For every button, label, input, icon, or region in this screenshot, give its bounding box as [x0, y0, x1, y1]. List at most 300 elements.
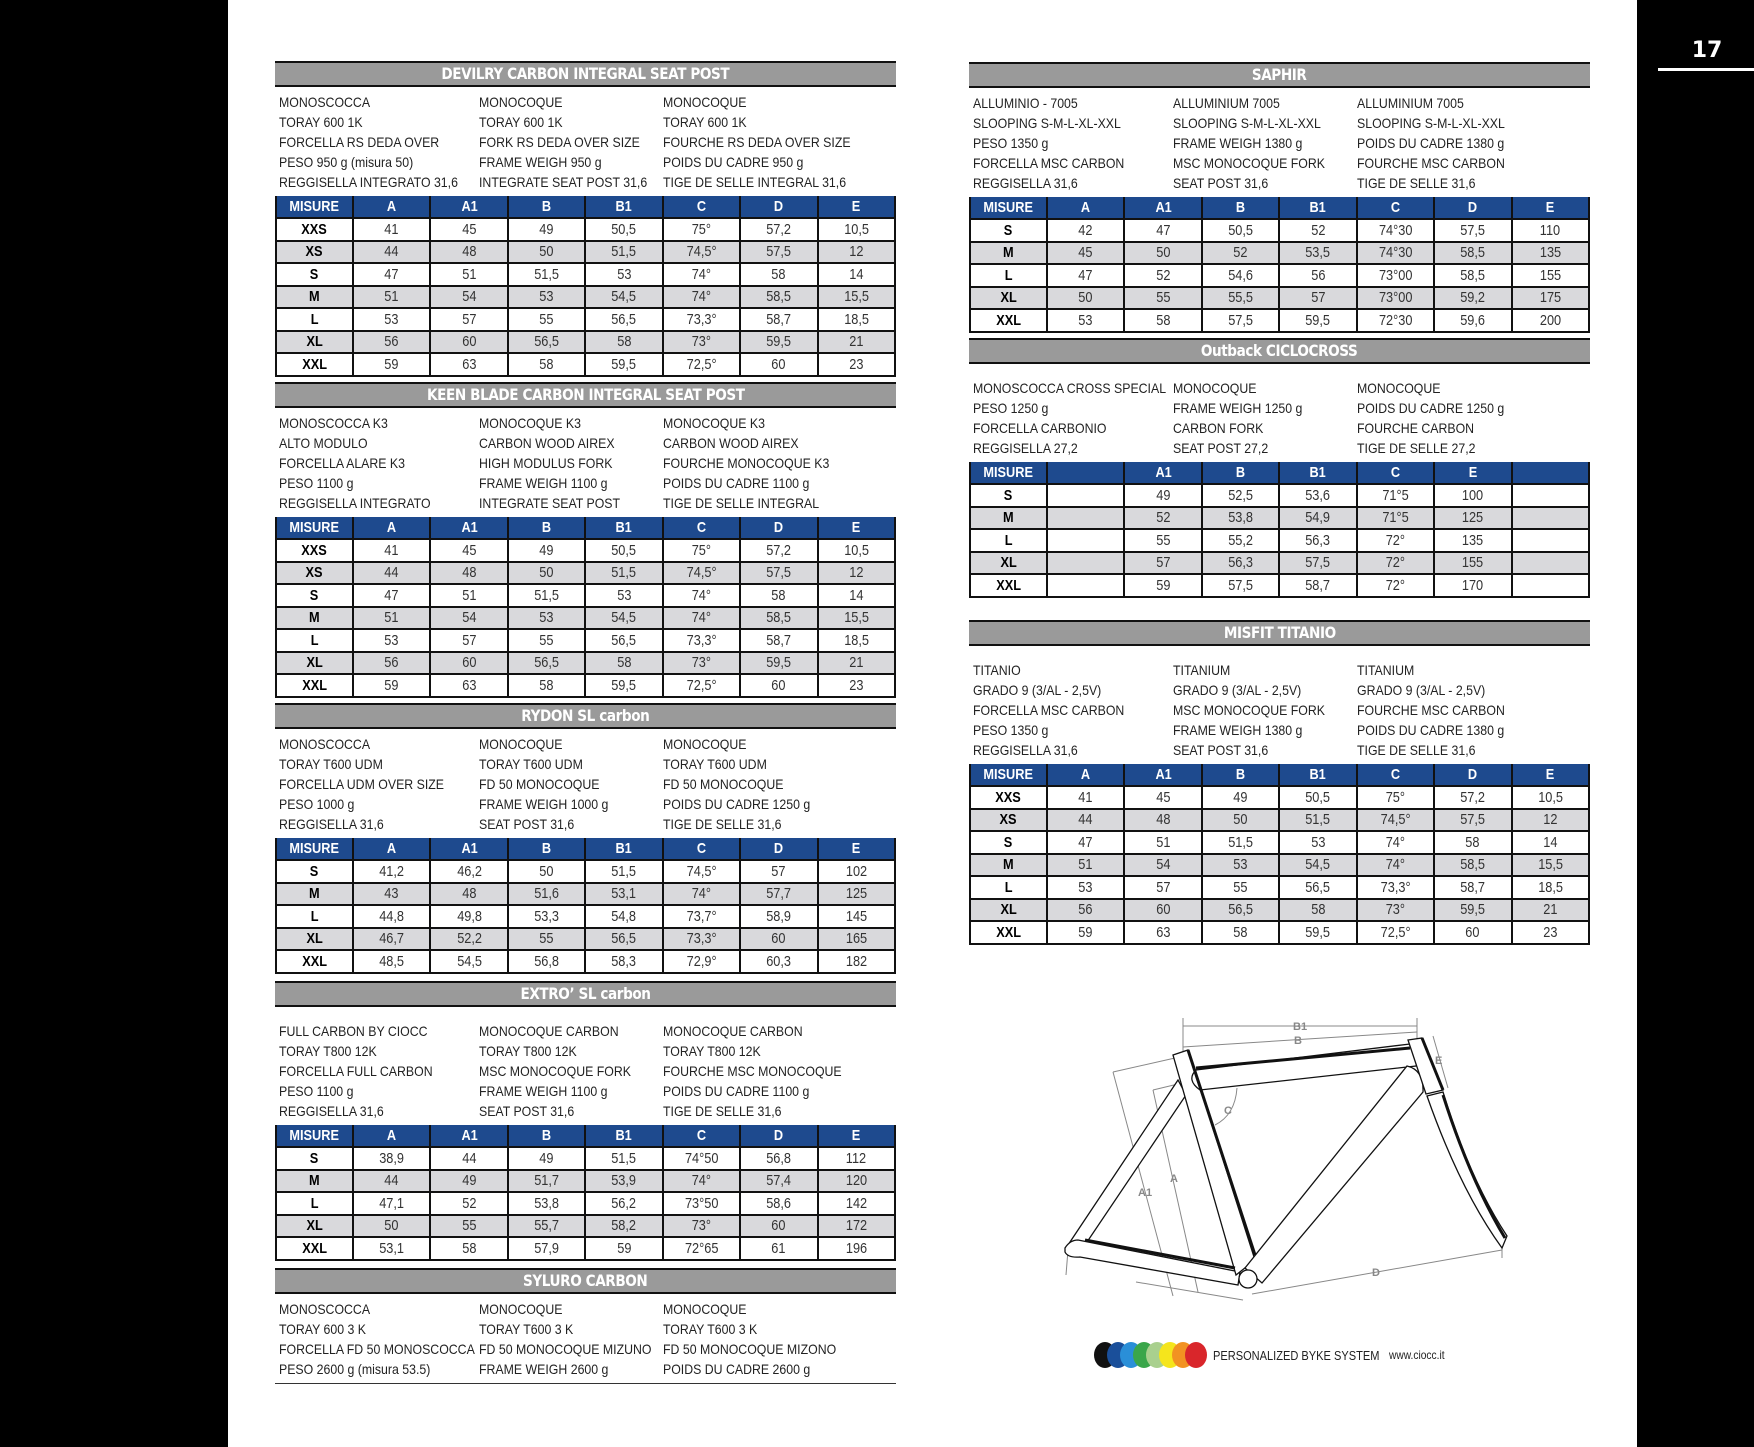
diagram-label-d: D: [1372, 1267, 1380, 1279]
value-cell: [1047, 507, 1124, 530]
spec-line: MONOCOQUE CARBON: [479, 1023, 619, 1039]
value-cell: 50: [508, 860, 585, 883]
value-cell: 74°: [663, 607, 740, 630]
value-cell: 74,5°: [663, 860, 740, 883]
value-cell: 73,3°: [663, 308, 740, 331]
spec-column-french: [663, 1299, 896, 1379]
value-cell: 51,5: [585, 241, 662, 264]
size-cell: M: [276, 286, 353, 309]
section-title-text: SYLURO CARBON: [523, 1271, 648, 1290]
column-header: E: [818, 838, 895, 860]
spec-column-english: [1173, 378, 1357, 458]
spec-line: REGGISELLA INTEGRATO: [279, 495, 431, 511]
spec-line: MSC MONOCOQUE FORK: [1173, 155, 1325, 171]
spec-line: TORAY T800 12K: [479, 1043, 577, 1059]
value-cell: 51: [353, 286, 430, 309]
spec-line: MONOSCOCCA: [279, 736, 371, 752]
value-cell: 56,5: [1202, 899, 1279, 922]
value-cell: 51,7: [508, 1170, 585, 1193]
value-cell: 57,5: [1202, 574, 1279, 597]
column-header: E: [1434, 462, 1511, 484]
value-cell: 57: [430, 629, 507, 652]
size-cell: XS: [276, 241, 353, 264]
size-cell: L: [970, 876, 1047, 899]
spec-line: FORCELLA FD 50 MONOSCOCCA: [279, 1341, 475, 1357]
value-cell: [1512, 529, 1589, 552]
spec-line: CARBON WOOD AIREX: [479, 435, 615, 451]
spec-line: FD 50 MONOCOQUE: [479, 776, 600, 792]
diagram-label-e: E: [1435, 1055, 1443, 1067]
value-cell: 58: [430, 1237, 507, 1260]
table-row: [276, 353, 895, 376]
value-cell: 56: [353, 652, 430, 675]
table-row: [276, 607, 895, 630]
diagram-label-b: B: [1294, 1035, 1302, 1047]
column-header: MISURE: [276, 196, 353, 218]
spec-column-french: [663, 1021, 896, 1121]
size-cell: XL: [970, 899, 1047, 922]
spec-line: GRADO 9 (3/AL - 2,5V): [973, 682, 1102, 698]
table-row: [970, 309, 1589, 332]
value-cell: 58,6: [740, 1192, 817, 1215]
value-cell: 59,6: [1434, 309, 1511, 332]
spec-line: SEAT POST 31,6: [479, 816, 575, 832]
column-header: B: [508, 838, 585, 860]
value-cell: 57: [1124, 552, 1201, 575]
column-header: [1512, 462, 1589, 484]
value-cell: 53: [585, 263, 662, 286]
value-cell: 55,7: [508, 1215, 585, 1238]
spec-line: PESO 2600 g (misura 53.5): [279, 1361, 431, 1377]
spec-line: FOURCHE CARBON: [1357, 420, 1475, 436]
value-cell: 51,5: [585, 562, 662, 585]
spec-line: MONOSCOCCA: [279, 1301, 371, 1317]
spec-line: FORCELLA MSC CARBON: [973, 155, 1125, 171]
spec-line: TIGE DE SELLE INTEGRAL: [663, 495, 820, 511]
column-header: B: [508, 1125, 585, 1147]
value-cell: 58: [1434, 831, 1511, 854]
value-cell: 57,2: [740, 539, 817, 562]
value-cell: 112: [818, 1147, 895, 1170]
value-cell: 56,8: [740, 1147, 817, 1170]
value-cell: 59,5: [740, 652, 817, 675]
section-keen-blade: [275, 382, 896, 698]
spec-line: TORAY 600 1K: [279, 114, 363, 130]
value-cell: 10,5: [818, 539, 895, 562]
table-row: [970, 552, 1589, 575]
value-cell: 72°: [1357, 574, 1434, 597]
spec-line: TIGE DE SELLE 31,6: [1357, 742, 1476, 758]
spec-column-french: [663, 92, 896, 192]
size-cell: XXL: [970, 921, 1047, 944]
spec-line: FORCELLA UDM OVER SIZE: [279, 776, 444, 792]
value-cell: 72°: [1357, 552, 1434, 575]
value-cell: 55: [508, 928, 585, 951]
size-table: [275, 838, 896, 974]
value-cell: 50: [508, 241, 585, 264]
column-header: C: [1357, 197, 1434, 219]
column-header: A: [1047, 197, 1124, 219]
value-cell: 57: [1124, 876, 1201, 899]
size-cell: M: [970, 854, 1047, 877]
section-bottom-rule: [275, 1383, 896, 1384]
spec-info: [275, 729, 896, 834]
value-cell: 57,7: [740, 883, 817, 906]
spec-line: FORCELLA FULL CARBON: [279, 1063, 433, 1079]
section-title: [275, 61, 896, 87]
value-cell: 12: [818, 562, 895, 585]
column-header: A1: [430, 1125, 507, 1147]
value-cell: 54: [430, 286, 507, 309]
table-row: [276, 928, 895, 951]
section-title-text: RYDON SL carbon: [521, 706, 650, 725]
size-cell: S: [970, 831, 1047, 854]
value-cell: 73°00: [1357, 264, 1434, 287]
section-title-text: EXTRO’ SL carbon: [520, 984, 651, 1003]
size-cell: M: [970, 242, 1047, 265]
value-cell: 60: [430, 652, 507, 675]
size-cell: L: [276, 1192, 353, 1215]
value-cell: 54,5: [585, 286, 662, 309]
value-cell: 58: [585, 652, 662, 675]
size-table: [275, 1125, 896, 1261]
value-cell: 58,9: [740, 905, 817, 928]
spec-info: [969, 646, 1590, 760]
value-cell: 50,5: [1202, 219, 1279, 242]
column-header: A: [1047, 764, 1124, 786]
value-cell: 41: [353, 539, 430, 562]
value-cell: 56,2: [585, 1192, 662, 1215]
value-cell: 51,5: [508, 584, 585, 607]
value-cell: 53,6: [1279, 484, 1356, 507]
value-cell: 59,5: [1279, 309, 1356, 332]
size-cell: S: [970, 484, 1047, 507]
spec-line: MONOCOQUE: [1357, 380, 1441, 396]
spec-line: TORAY T600 3 K: [479, 1321, 574, 1337]
spec-column-italian: [973, 378, 1173, 458]
size-cell: XXL: [276, 674, 353, 697]
size-cell: S: [276, 263, 353, 286]
value-cell: 53,9: [585, 1170, 662, 1193]
column-header: A: [353, 838, 430, 860]
column-header: A1: [1124, 462, 1201, 484]
spec-line: MONOCOQUE: [663, 1301, 747, 1317]
table-row: [276, 1237, 895, 1260]
value-cell: 60: [430, 331, 507, 354]
brand-url-link[interactable]: www.ciocc.it: [1388, 1348, 1445, 1362]
table-row: [276, 1147, 895, 1170]
value-cell: 59: [585, 1237, 662, 1260]
value-cell: 72°65: [663, 1237, 740, 1260]
size-cell: XL: [276, 652, 353, 675]
spec-line: TIGE DE SELLE 27,2: [1357, 440, 1476, 456]
value-cell: 55: [1202, 876, 1279, 899]
value-cell: 72,5°: [1357, 921, 1434, 944]
value-cell: 72,9°: [663, 950, 740, 973]
value-cell: 58,7: [740, 629, 817, 652]
spec-line: FRAME WEIGH 1100 g: [479, 1083, 608, 1099]
value-cell: 175: [1512, 287, 1589, 310]
value-cell: 57: [430, 308, 507, 331]
spec-line: MONOCOQUE: [663, 736, 747, 752]
value-cell: 56,5: [508, 652, 585, 675]
section-title: [275, 1268, 896, 1294]
value-cell: 59,5: [585, 353, 662, 376]
table-row: [276, 241, 895, 264]
value-cell: 50: [1124, 242, 1201, 265]
value-cell: 49: [430, 1170, 507, 1193]
value-cell: 73°00: [1357, 287, 1434, 310]
spec-line: FRAME WEIGH 1380 g: [1173, 135, 1303, 151]
section-outback: [969, 338, 1590, 598]
column-header: MISURE: [276, 517, 353, 539]
value-cell: 73,3°: [1357, 876, 1434, 899]
spec-line: REGGISELLA INTEGRATO 31,6: [279, 174, 458, 190]
value-cell: 58: [1202, 921, 1279, 944]
spec-column-english: [479, 1299, 663, 1379]
column-header: A: [353, 196, 430, 218]
value-cell: 54,5: [430, 950, 507, 973]
spec-line: TIGE DE SELLE INTEGRAL 31,6: [663, 174, 847, 190]
value-cell: 50: [353, 1215, 430, 1238]
spec-line: INTEGRATE SEAT POST 31,6: [479, 174, 648, 190]
value-cell: 44: [353, 562, 430, 585]
column-header: E: [818, 517, 895, 539]
size-cell: XXL: [276, 353, 353, 376]
column-header: A: [353, 1125, 430, 1147]
value-cell: 200: [1512, 309, 1589, 332]
value-cell: 51,5: [1202, 831, 1279, 854]
value-cell: 59,5: [1279, 921, 1356, 944]
value-cell: 15,5: [1512, 854, 1589, 877]
column-header: D: [740, 1125, 817, 1147]
section-syluro: [275, 1268, 896, 1384]
down-tube: [1245, 1066, 1423, 1283]
section-rydon: [275, 703, 896, 974]
section-title: [275, 382, 896, 408]
value-cell: 51: [353, 607, 430, 630]
spec-column-italian: [279, 734, 479, 834]
spec-line: POIDS DU CADRE 1250 g: [663, 796, 811, 812]
value-cell: 74°30: [1357, 219, 1434, 242]
table-row: [276, 1215, 895, 1238]
value-cell: 55,2: [1202, 529, 1279, 552]
value-cell: 54: [1124, 854, 1201, 877]
value-cell: 53,8: [1202, 507, 1279, 530]
spec-line: POIDS DU CADRE 2600 g: [663, 1361, 811, 1377]
table-row: [276, 652, 895, 675]
spec-line: FORCELLA CARBONIO: [973, 420, 1107, 436]
value-cell: 12: [1512, 809, 1589, 832]
column-header: MISURE: [970, 197, 1047, 219]
table-row: [970, 507, 1589, 530]
size-cell: XL: [970, 552, 1047, 575]
column-header: B: [1202, 462, 1279, 484]
value-cell: 74°: [663, 584, 740, 607]
spec-line: FRAME WEIGH 2600 g: [479, 1361, 609, 1377]
spec-line: PESO 1350 g: [973, 722, 1049, 738]
spec-line: TORAY T800 12K: [663, 1043, 761, 1059]
diagram-label-c: C: [1224, 1105, 1232, 1117]
table-row: [970, 529, 1589, 552]
value-cell: 59,5: [740, 331, 817, 354]
value-cell: 53: [1047, 876, 1124, 899]
value-cell: 74°50: [663, 1147, 740, 1170]
value-cell: 57,5: [740, 241, 817, 264]
value-cell: 51,5: [1279, 809, 1356, 832]
table-row: [276, 286, 895, 309]
value-cell: 51,6: [508, 883, 585, 906]
value-cell: 100: [1434, 484, 1511, 507]
value-cell: 45: [1124, 786, 1201, 809]
column-header: D: [740, 196, 817, 218]
value-cell: 74°: [663, 263, 740, 286]
spec-line: REGGISELLA 31,6: [973, 175, 1078, 191]
value-cell: 74,5°: [1357, 809, 1434, 832]
value-cell: 58,2: [585, 1215, 662, 1238]
value-cell: 51,5: [508, 263, 585, 286]
section-title-text: SAPHIR: [1252, 65, 1307, 84]
value-cell: 53: [508, 607, 585, 630]
size-cell: XL: [276, 1215, 353, 1238]
table-row: [276, 1170, 895, 1193]
value-cell: 57,5: [1279, 552, 1356, 575]
table-row: [970, 809, 1589, 832]
table-row: [276, 860, 895, 883]
spec-line: REGGISELLA 31,6: [279, 816, 384, 832]
table-row: [970, 219, 1589, 242]
value-cell: 47,1: [353, 1192, 430, 1215]
seat-stay: [1068, 1080, 1186, 1245]
value-cell: 48,5: [353, 950, 430, 973]
value-cell: 73,3°: [663, 629, 740, 652]
column-header: B: [1202, 764, 1279, 786]
value-cell: 58,7: [1434, 876, 1511, 899]
spec-line: SEAT POST 31,6: [1173, 175, 1269, 191]
value-cell: 23: [818, 674, 895, 697]
spec-line: SLOOPING S-M-L-XL-XXL: [973, 115, 1121, 131]
value-cell: 53,1: [585, 883, 662, 906]
value-cell: 52: [1279, 219, 1356, 242]
spec-line: POIDS DU CADRE 1100 g: [663, 1083, 810, 1099]
value-cell: 63: [430, 674, 507, 697]
value-cell: 58: [508, 674, 585, 697]
size-cell: XXL: [970, 574, 1047, 597]
size-cell: XXL: [276, 1237, 353, 1260]
value-cell: 54,5: [585, 607, 662, 630]
spec-line: PESO 950 g (misura 50): [279, 154, 414, 170]
spec-line: REGGISELLA 31,6: [973, 742, 1078, 758]
column-header: A1: [430, 196, 507, 218]
brand-footer: [1094, 1340, 1454, 1370]
value-cell: 57,5: [1434, 219, 1511, 242]
right-margin-band: [1637, 0, 1754, 1447]
spec-line: FOURCHE MSC CARBON: [1357, 702, 1505, 718]
value-cell: 102: [818, 860, 895, 883]
value-cell: 58: [508, 353, 585, 376]
value-cell: 47: [1047, 831, 1124, 854]
size-table: [275, 517, 896, 698]
value-cell: 50,5: [585, 539, 662, 562]
spec-line: FOURCHE MONOCOQUE K3: [663, 455, 830, 471]
value-cell: 58: [1279, 899, 1356, 922]
table-row: [970, 264, 1589, 287]
table-row: [276, 1192, 895, 1215]
value-cell: 145: [818, 905, 895, 928]
column-header: B1: [585, 196, 662, 218]
table-header-row: [276, 1125, 895, 1147]
size-cell: S: [970, 219, 1047, 242]
column-header: C: [1357, 462, 1434, 484]
table-row: [276, 629, 895, 652]
value-cell: 59: [1047, 921, 1124, 944]
value-cell: 61: [740, 1237, 817, 1260]
spec-line: TORAY 600 3 K: [279, 1321, 366, 1337]
spec-line: SLOOPING S-M-L-XL-XXL: [1173, 115, 1321, 131]
size-table: [275, 196, 896, 377]
value-cell: 55: [1124, 287, 1201, 310]
size-cell: L: [970, 264, 1047, 287]
spec-line: FORCELLA ALARE K3: [279, 455, 406, 471]
value-cell: 73°: [663, 652, 740, 675]
value-cell: 49: [508, 539, 585, 562]
value-cell: 56,8: [508, 950, 585, 973]
value-cell: 55: [1124, 529, 1201, 552]
spec-line: SEAT POST 31,6: [479, 1103, 575, 1119]
color-dots-logo: [1094, 1342, 1209, 1368]
value-cell: 53,5: [1279, 242, 1356, 265]
value-cell: 60: [1124, 899, 1201, 922]
value-cell: 57: [1279, 287, 1356, 310]
value-cell: 53: [508, 286, 585, 309]
value-cell: 125: [1434, 507, 1511, 530]
value-cell: 135: [1434, 529, 1511, 552]
value-cell: 55: [430, 1215, 507, 1238]
value-cell: 74,5°: [663, 241, 740, 264]
spec-line: FRAME WEIGH 1100 g: [479, 475, 608, 491]
value-cell: 56: [353, 331, 430, 354]
value-cell: 58,5: [1434, 854, 1511, 877]
value-cell: 53,3: [508, 905, 585, 928]
spec-line: FORCELLA MSC CARBON: [973, 702, 1125, 718]
value-cell: 60: [740, 928, 817, 951]
spec-line: MONOCOQUE K3: [663, 415, 765, 431]
table-header-row: [970, 764, 1589, 786]
spec-info: [275, 1294, 896, 1379]
spec-column-italian: [279, 413, 479, 513]
value-cell: 63: [1124, 921, 1201, 944]
spec-line: SEAT POST 27,2: [1173, 440, 1269, 456]
spec-line: TIGE DE SELLE 31,6: [663, 816, 782, 832]
value-cell: 44: [353, 1170, 430, 1193]
value-cell: 58: [740, 584, 817, 607]
spec-line: FORK RS DEDA OVER SIZE: [479, 134, 640, 150]
spec-line: POIDS DU CADRE 1380 g: [1357, 135, 1505, 151]
column-header: B1: [585, 1125, 662, 1147]
page-number: 17: [1691, 38, 1723, 63]
value-cell: 125: [818, 883, 895, 906]
spec-line: PESO 1350 g: [973, 135, 1049, 151]
spec-column-english: [1173, 93, 1357, 193]
column-header: A1: [430, 838, 507, 860]
value-cell: 196: [818, 1237, 895, 1260]
size-cell: XL: [970, 287, 1047, 310]
spec-line: TIGE DE SELLE 31,6: [663, 1103, 782, 1119]
table-row: [970, 921, 1589, 944]
table-row: [970, 287, 1589, 310]
value-cell: 47: [1047, 264, 1124, 287]
value-cell: 53: [353, 629, 430, 652]
